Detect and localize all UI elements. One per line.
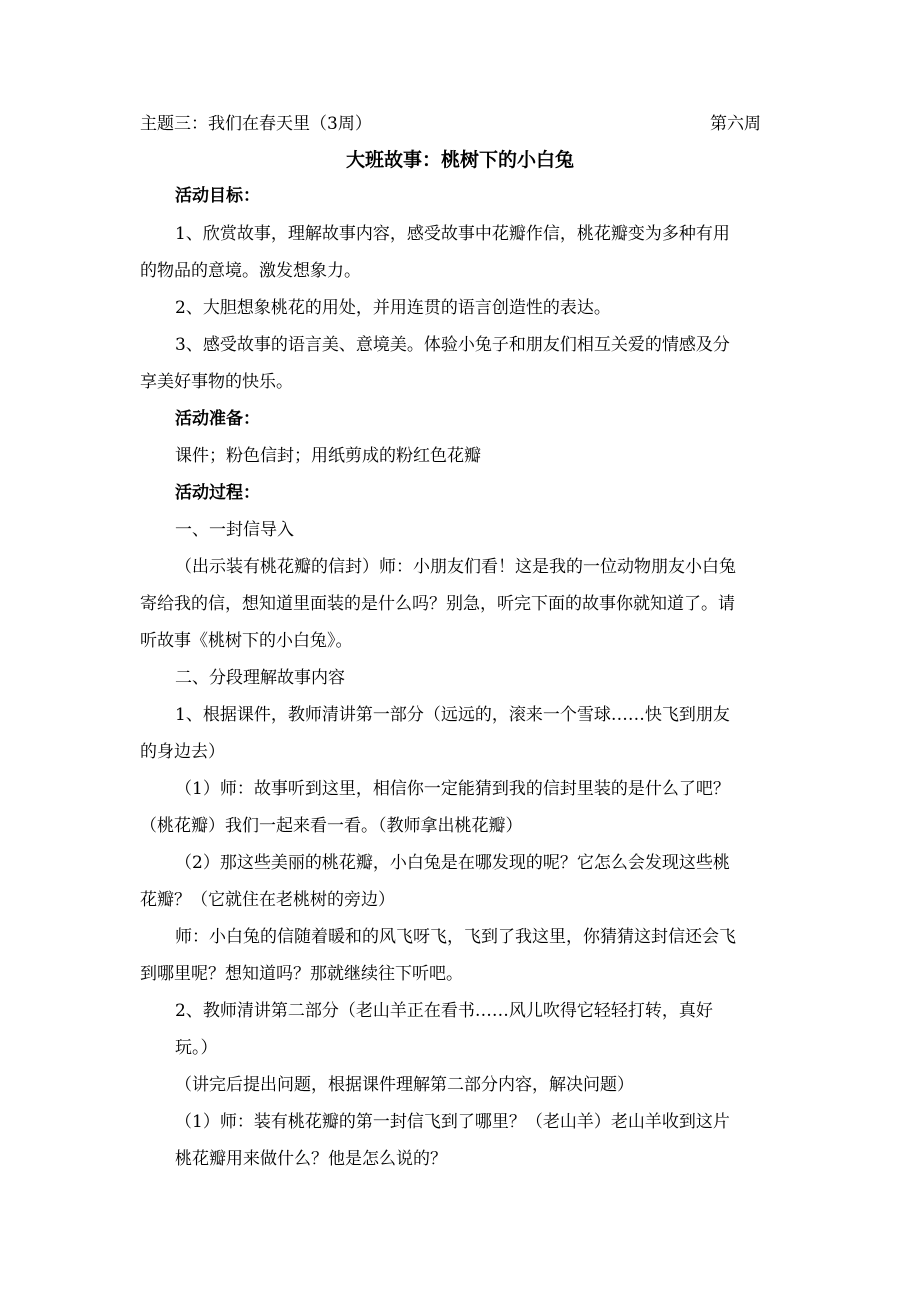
week-label: 第六周 [710,114,761,134]
section-heading-objectives: 活动目标： [175,186,260,206]
paragraph-line: （桃花瓣）我们一起来看一看。（教师拿出桃花瓣） [140,816,523,836]
paragraph-line: 2、大胆想象桃花的用处，并用连贯的语言创造性的表达。 [175,298,611,318]
paragraph-line: （2）那这些美丽的桃花瓣，小白兔是在哪发现的呢？它怎么会发现这些桃 [175,853,730,873]
paragraph-line: 花瓣？（它就住在老桃树的旁边） [140,890,395,910]
page-title: 大班故事：桃树下的小白兔 [345,149,574,171]
paragraph-line: 课件；粉色信封；用纸剪成的粉红色花瓣 [175,446,481,466]
paragraph-line: 享美好事物的快乐。 [140,372,293,392]
paragraph-line: 1、欣赏故事，理解故事内容，感受故事中花瓣作信，桃花瓣变为多种有用 [175,224,730,244]
paragraph-line: 的身边去） [140,742,225,762]
paragraph-line: 到哪里呢？想知道吗？那就继续往下听吧。 [140,964,463,984]
paragraph-line: 的物品的意境。激发想象力。 [140,261,361,281]
paragraph-line: 3、感受故事的语言美、意境美。体验小兔子和朋友们相互关爱的情感及分 [175,335,730,355]
section-heading-process: 活动过程： [175,483,260,503]
paragraph-line: 听故事《桃树下的小白兔》。 [140,631,353,651]
theme-header: 主题三：我们在春天里（3周） [140,114,372,134]
paragraph-line: （1）师：装有桃花瓣的第一封信飞到了哪里？（老山羊）老山羊收到这片 [175,1112,730,1132]
paragraph-line: （出示装有桃花瓣的信封）师：小朋友们看！这是我的一位动物朋友小白兔 [175,557,736,577]
paragraph-line: 1、根据课件，教师清讲第一部分（远远的，滚来一个雪球……快飞到朋友 [175,705,730,725]
paragraph-line: （讲完后提出问题，根据课件理解第二部分内容，解决问题） [175,1075,634,1095]
paragraph-line: （1）师：故事听到这里，相信你一定能猜到我的信封里装的是什么了吧？ [175,779,730,799]
paragraph-line: 2、教师清讲第二部分（老山羊正在看书……风儿吹得它轻轻打转，真好 [175,1001,713,1021]
subheading-line: 一、一封信导入 [175,520,294,540]
paragraph-line: 寄给我的信，想知道里面装的是什么吗？别急，听完下面的故事你就知道了。请 [140,594,735,614]
paragraph-line: 玩。） [175,1038,218,1058]
subheading-line: 二、分段理解故事内容 [175,668,345,688]
paragraph-line: 桃花瓣用来做什么？他是怎么说的？ [175,1149,447,1169]
paragraph-line: 师：小白兔的信随着暖和的风飞呀飞，飞到了我这里，你猜猜这封信还会飞 [175,927,736,947]
section-heading-preparation: 活动准备： [175,409,260,429]
